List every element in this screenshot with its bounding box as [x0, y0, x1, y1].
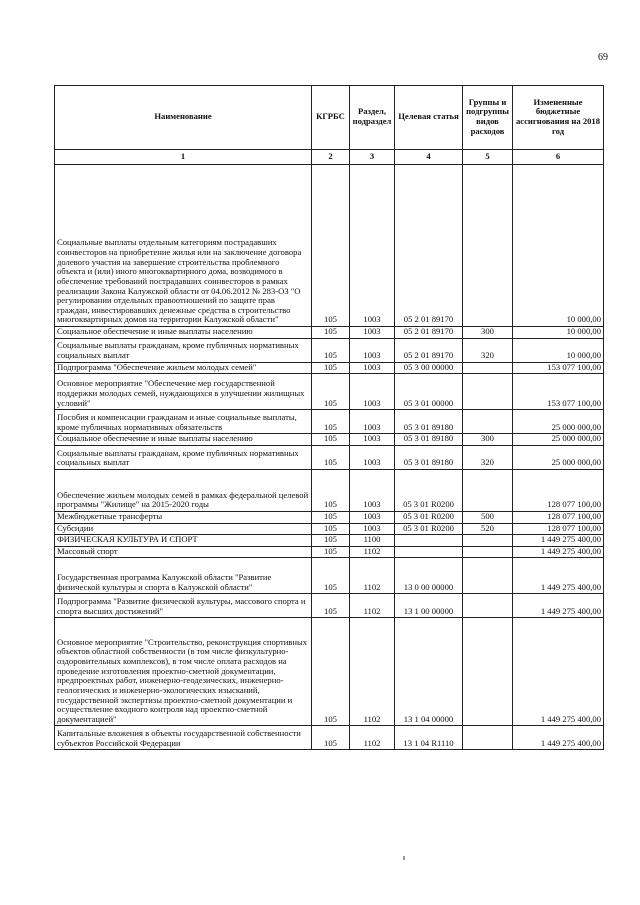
row-section: 1102	[350, 618, 395, 726]
row-group	[463, 535, 513, 547]
row-article: 05 3 01 89180	[395, 434, 463, 446]
row-section: 1003	[350, 445, 395, 469]
row-name: Социальные выплаты гражданам, кроме публичных нормативных социальных выплат	[55, 338, 312, 362]
row-name: Обеспечение жильем молодых семей в рамках федеральной целевой программы "Жилище" на 2015-2020 годы	[55, 469, 312, 511]
row-article: 05 2 01 89170	[395, 327, 463, 339]
row-article: 05 2 01 89170	[395, 165, 463, 327]
row-amount: 153 077 100,00	[513, 374, 604, 410]
row-amount: 10 000,00	[513, 338, 604, 362]
row-amount: 25 000 000,00	[513, 410, 604, 434]
row-group: 300	[463, 434, 513, 446]
budget-table	[54, 85, 604, 750]
row-article: 05 3 01 89180	[395, 445, 463, 469]
row-amount: 128 077 100,00	[513, 523, 604, 535]
table-row	[55, 618, 604, 726]
row-section: 1003	[350, 410, 395, 434]
column-number: 4	[395, 150, 463, 165]
row-name: Социальные выплаты отдельным категориям пострадавших соинвесторов на приобретение жилья или на заключение договора долевого участия на завершение строительства проблемного объекта и (или) иного многоквартирного дома, возводимого в обеспечение требований пострадавших соинвесторов в рамках реализации Закона Калужской области от 04.06.2012 № 283-ОЗ "О регулировании отдельных правоотношений по защите прав граждан, инвестировавших денежные средства в строительство многоквартирных домов на территории Калужской области"	[55, 165, 312, 327]
row-group: 320	[463, 338, 513, 362]
table-row	[55, 410, 604, 434]
row-article: 13 1 04 R1110	[395, 726, 463, 750]
row-kgrbs: 105	[312, 546, 350, 558]
row-kgrbs: 105	[312, 374, 350, 410]
row-kgrbs: 105	[312, 558, 350, 594]
row-name: Основное мероприятие "Строительство, реконструкция спортивных объектов областной собственности (в том числе физкультурно-оздоровительных комплексов), в том числе оплата расходов на проведение изготовления проектно-сметной документации, предпроектных работ, инженерно-геодезических, инженерно-геологических и инженерно-экологических изысканий, государственной экспертизы проектно-сметной документации и осуществление входного контроля над проектно-сметной документацией"	[55, 618, 312, 726]
table-row	[55, 165, 604, 327]
row-group: 520	[463, 523, 513, 535]
row-group: 320	[463, 445, 513, 469]
row-section: 1003	[350, 511, 395, 523]
row-article: 05 2 01 89170	[395, 338, 463, 362]
row-group	[463, 374, 513, 410]
row-kgrbs: 105	[312, 511, 350, 523]
row-section: 1003	[350, 362, 395, 374]
row-amount: 1 449 275 400,00	[513, 535, 604, 547]
row-group: 300	[463, 327, 513, 339]
row-group	[463, 469, 513, 511]
row-kgrbs: 105	[312, 523, 350, 535]
row-amount: 1 449 275 400,00	[513, 594, 604, 618]
row-kgrbs: 105	[312, 726, 350, 750]
table-row	[55, 469, 604, 511]
row-kgrbs: 105	[312, 327, 350, 339]
column-number: 1	[55, 150, 312, 165]
row-group	[463, 165, 513, 327]
page-number: 69	[598, 52, 608, 63]
row-section: 1003	[350, 327, 395, 339]
table-row	[55, 558, 604, 594]
row-amount: 1 449 275 400,00	[513, 618, 604, 726]
header-article: Целевая статья	[395, 86, 463, 150]
row-kgrbs: 105	[312, 362, 350, 374]
row-amount: 1 449 275 400,00	[513, 546, 604, 558]
row-group	[463, 594, 513, 618]
table-row	[55, 546, 604, 558]
row-article: 05 3 01 00000	[395, 374, 463, 410]
header-name: Наименование	[55, 86, 312, 150]
header-kgrbs: КГРБС	[312, 86, 350, 150]
row-name: Социальное обеспечение и иные выплаты населению	[55, 434, 312, 446]
row-article: 05 3 01 R0200	[395, 523, 463, 535]
row-section: 1003	[350, 469, 395, 511]
row-kgrbs: 105	[312, 410, 350, 434]
row-name: Массовый спорт	[55, 546, 312, 558]
table-row	[55, 445, 604, 469]
header-amount: Измененные бюджетные ассигнования на 2018 год	[513, 86, 604, 150]
header-row	[55, 86, 604, 150]
row-kgrbs: 105	[312, 535, 350, 547]
column-number: 2	[312, 150, 350, 165]
row-article: 13 1 04 00000	[395, 618, 463, 726]
table-row	[55, 338, 604, 362]
row-group	[463, 410, 513, 434]
row-name: Социальное обеспечение и иные выплаты населению	[55, 327, 312, 339]
table-row	[55, 535, 604, 547]
row-amount: 25 000 000,00	[513, 434, 604, 446]
row-name: Социальные выплаты гражданам, кроме публичных нормативных социальных выплат	[55, 445, 312, 469]
table-row	[55, 523, 604, 535]
row-kgrbs: 105	[312, 338, 350, 362]
header-group: Группы и подгруппы видов расходов	[463, 86, 513, 150]
table-row	[55, 327, 604, 339]
row-name: ФИЗИЧЕСКАЯ КУЛЬТУРА И СПОРТ	[55, 535, 312, 547]
row-kgrbs: 105	[312, 618, 350, 726]
table-row	[55, 374, 604, 410]
table-row	[55, 726, 604, 750]
row-section: 1102	[350, 726, 395, 750]
row-amount: 128 077 100,00	[513, 469, 604, 511]
table-row	[55, 511, 604, 523]
row-article	[395, 535, 463, 547]
row-amount: 153 077 100,00	[513, 362, 604, 374]
row-group	[463, 558, 513, 594]
row-article: 05 3 01 R0200	[395, 511, 463, 523]
row-article: 05 3 00 00000	[395, 362, 463, 374]
row-amount: 10 000,00	[513, 327, 604, 339]
row-name: Капитальные вложения в объекты государственной собственности субъектов Российской Федерации	[55, 726, 312, 750]
row-section: 1003	[350, 434, 395, 446]
row-kgrbs: 105	[312, 434, 350, 446]
row-group	[463, 726, 513, 750]
row-group	[463, 618, 513, 726]
row-name: Основное мероприятие "Обеспечение мер государственной поддержки молодых семей, нуждающихся в улучшении жилищных условий"	[55, 374, 312, 410]
row-name: Подпрограмма "Развитие физической культуры, массового спорта и спорта высших достижений"	[55, 594, 312, 618]
row-kgrbs: 105	[312, 445, 350, 469]
column-number-row	[55, 150, 604, 165]
column-number: 5	[463, 150, 513, 165]
row-section: 1003	[350, 338, 395, 362]
column-number: 3	[350, 150, 395, 165]
row-kgrbs: 105	[312, 594, 350, 618]
row-group	[463, 362, 513, 374]
row-name: Межбюджетные трансферты	[55, 511, 312, 523]
row-section: 1003	[350, 374, 395, 410]
row-amount: 1 449 275 400,00	[513, 558, 604, 594]
row-section: 1100	[350, 535, 395, 547]
row-name: Государственная программа Калужской области "Развитие физической культуры и спорта в Калужской области"	[55, 558, 312, 594]
row-amount: 10 000,00	[513, 165, 604, 327]
row-name: Пособия и компенсации гражданам и иные социальные выплаты, кроме публичных нормативных обязательств	[55, 410, 312, 434]
row-article: 05 3 01 R0200	[395, 469, 463, 511]
table-row	[55, 434, 604, 446]
table-row	[55, 362, 604, 374]
row-article: 05 3 01 89180	[395, 410, 463, 434]
row-section: 1003	[350, 523, 395, 535]
row-section: 1102	[350, 546, 395, 558]
row-group	[463, 546, 513, 558]
row-article: 13 0 00 00000	[395, 558, 463, 594]
row-kgrbs: 105	[312, 165, 350, 327]
row-name: Субсидии	[55, 523, 312, 535]
row-amount: 128 077 100,00	[513, 511, 604, 523]
row-kgrbs: 105	[312, 469, 350, 511]
table-row	[55, 594, 604, 618]
row-section: 1003	[350, 165, 395, 327]
row-article: 13 1 00 00000	[395, 594, 463, 618]
row-group: 500	[463, 511, 513, 523]
row-name: Подпрограмма "Обеспечение жильем молодых семей"	[55, 362, 312, 374]
row-amount: 25 000 000,00	[513, 445, 604, 469]
header-section: Раздел, подраздел	[350, 86, 395, 150]
row-section: 1102	[350, 594, 395, 618]
column-number: 6	[513, 150, 604, 165]
row-amount: 1 449 275 400,00	[513, 726, 604, 750]
scan-mark	[403, 856, 405, 860]
row-section: 1102	[350, 558, 395, 594]
row-article	[395, 546, 463, 558]
